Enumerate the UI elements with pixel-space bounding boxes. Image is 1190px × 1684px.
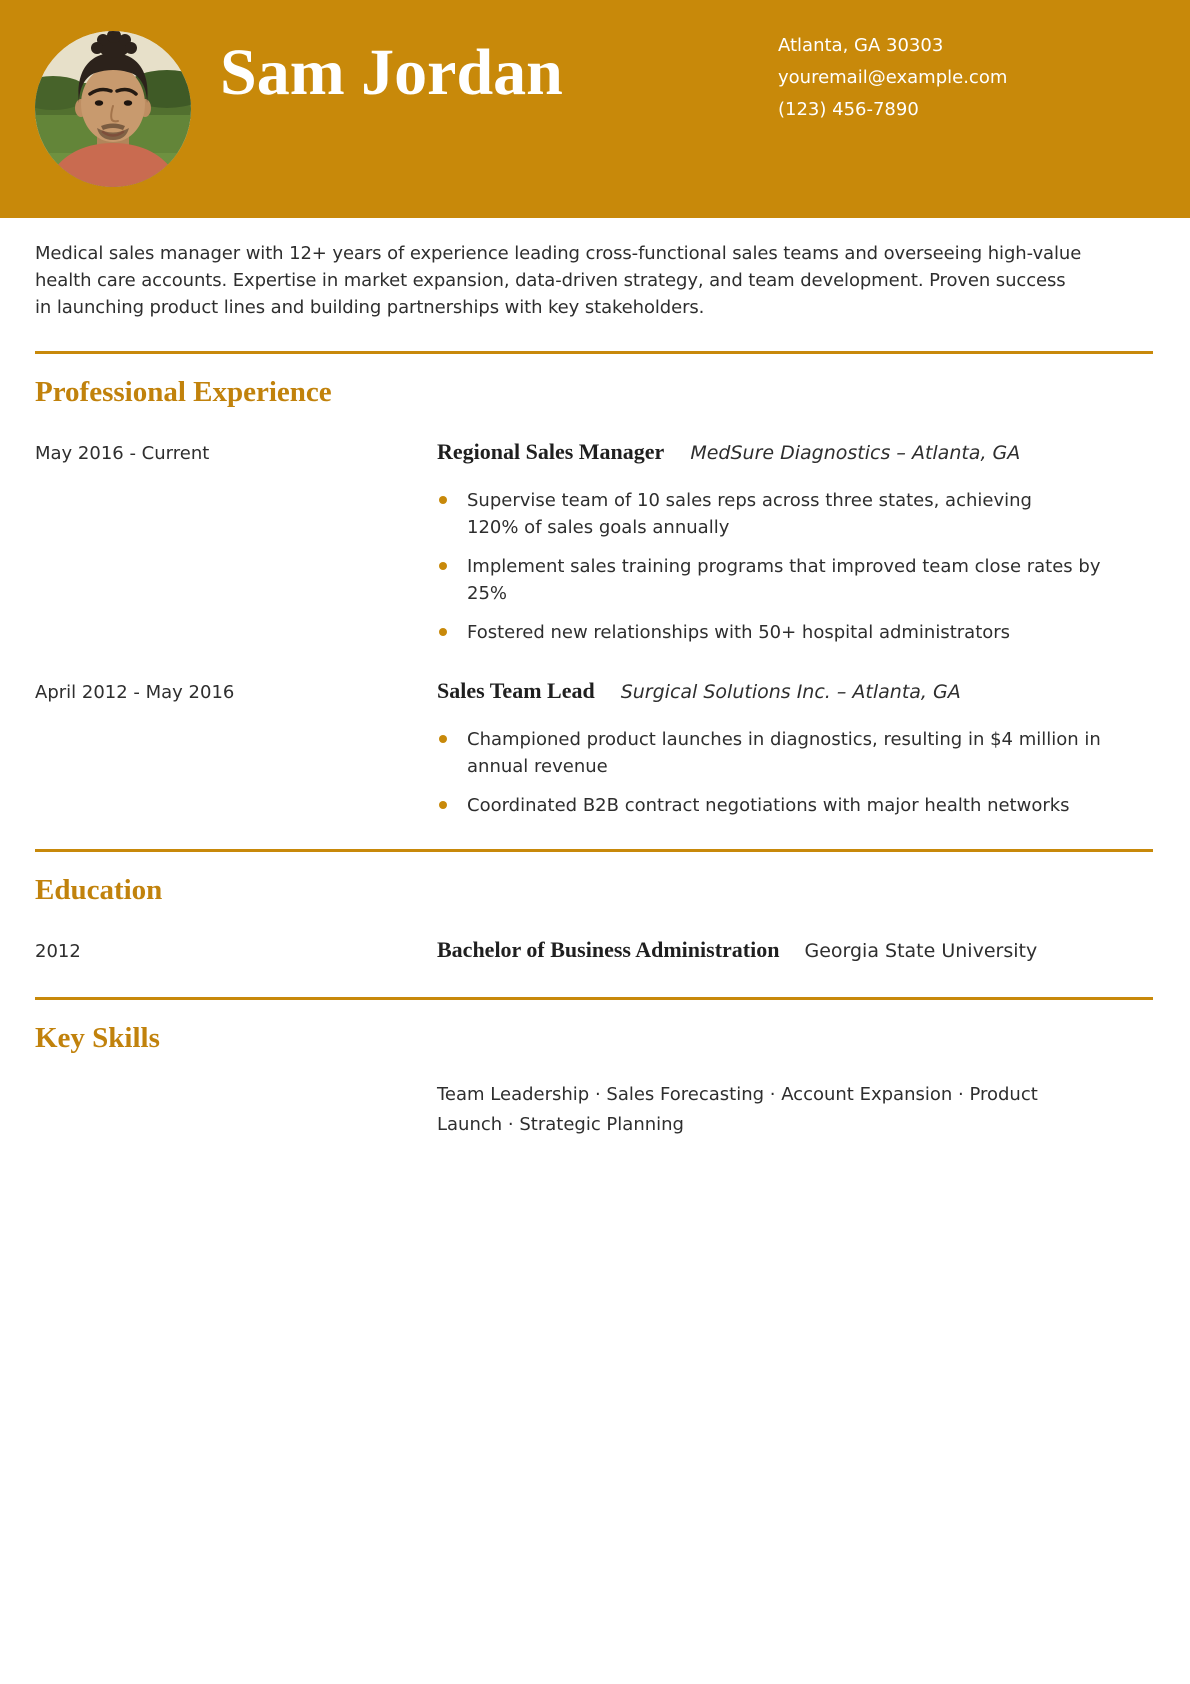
experience-item: [35, 676, 1153, 819]
bullet-item: Coordinated B2B contract negotiations with major health networks: [437, 792, 1153, 819]
contact-phone: (123) 456-7890: [778, 99, 919, 120]
degree-title: Bachelor of Business Administration: [437, 937, 780, 962]
education-dates: 2012: [35, 941, 81, 962]
bullet-item: Championed product launches in diagnostics, resulting in $4 million in annual revenue: [437, 726, 1127, 780]
section-divider: [35, 849, 1153, 852]
job-company-location: MedSure Diagnostics – Atlanta, GA: [690, 442, 1021, 464]
contact-email: youremail@example.com: [778, 67, 1008, 88]
section-heading-skills: Key Skills: [35, 1022, 160, 1054]
contact-location: Atlanta, GA 30303: [778, 35, 944, 56]
candidate-name: Sam Jordan: [220, 36, 563, 109]
contact-info: [778, 30, 1007, 126]
job-title: Sales Team Lead: [437, 678, 595, 703]
bullet-item: Fostered new relationships with 50+ hospital administrators: [437, 619, 1153, 646]
bullet-item: Implement sales training programs that improved team close rates by 25%: [437, 553, 1107, 607]
experience-dates: May 2016 - Current: [35, 443, 210, 464]
profile-photo: [35, 31, 191, 187]
skills-item: [35, 1080, 1153, 1140]
education-title-line: [437, 935, 1153, 967]
bullet-item: Supervise team of 10 sales reps across three states, achieving 120% of sales goals annually: [437, 487, 1067, 541]
header-banner: [0, 0, 1190, 218]
experience-details: [437, 676, 1153, 819]
school-name: Georgia State University: [804, 940, 1038, 962]
experience-item: [35, 437, 1153, 646]
section-heading-education: Education: [35, 874, 163, 906]
bullet-list: [437, 726, 1153, 819]
education-details: [437, 935, 1153, 967]
experience-details: [437, 437, 1153, 646]
resume-body: [0, 240, 1190, 1140]
summary-paragraph: Medical sales manager with 12+ years of experience leading cross-functional sales teams and overseeing high-value health care accounts. Expertise in market expansion, data-driven strategy, and team development. Proven success in launching product lines and building partnerships with key stakeholders.: [35, 243, 1082, 318]
experience-title-line: [437, 437, 1153, 469]
bullet-list: [437, 487, 1153, 646]
section-divider: [35, 351, 1153, 354]
section-divider: [35, 997, 1153, 1000]
experience-title-line: [437, 676, 1153, 708]
profile-photo-illustration: [35, 31, 191, 187]
education-item: [35, 935, 1153, 967]
skills-empty-column: [35, 1080, 437, 1140]
job-company-location: Surgical Solutions Inc. – Atlanta, GA: [620, 681, 961, 703]
section-heading-experience: Professional Experience: [35, 376, 332, 408]
skills-list: Team Leadership · Sales Forecasting · Account Expansion · Product Launch · Strategic Planning: [437, 1084, 1038, 1135]
job-title: Regional Sales Manager: [437, 439, 665, 464]
experience-dates: April 2012 - May 2016: [35, 682, 235, 703]
